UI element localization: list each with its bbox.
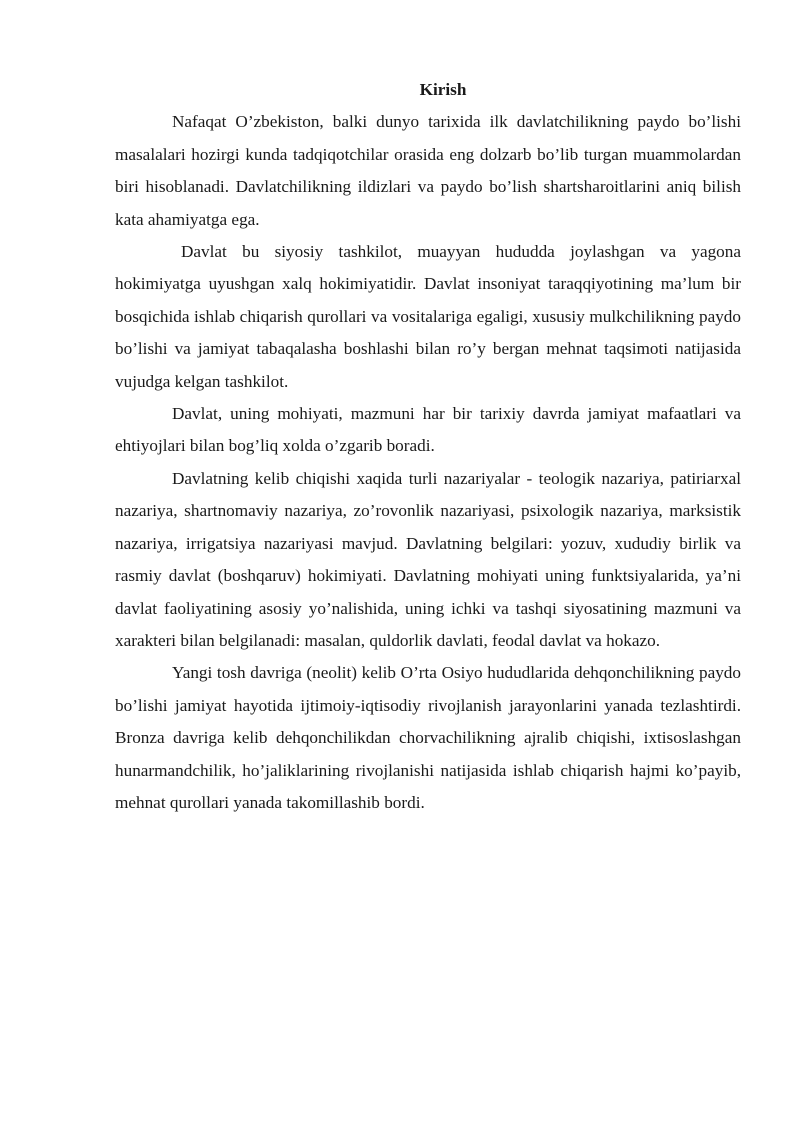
paragraph-4: Davlatning kelib chiqishi xaqida turli nazariyalar - teologik nazariya, patiriarxal nazariya, shartnomaviy nazariya, zo’rovonlik nazariyasi, psixologik nazariya, marksistik nazariya, irrigatsiya nazariyasi mavjud. Davlatning belgilari: yozuv, xududiy birlik va rasmiy davlat (boshqaruv) hokimiyati. Davlatning mohiyati uning funktsiyalarida, ya’ni davlat faoliyatining asosiy yo’nalishida, uning ichki va tashqi siyosatining mazmuni va xarakteri bilan belgilanadi: masalan, quldorlik davlati, feodal davlat va hokazo. xyxy=(115,468,741,650)
page-title: Kirish xyxy=(419,80,467,99)
paragraph-2: Davlat bu siyosiy tashkilot, muayyan hududda joylashgan va yagona hokimiyatga uyushgan xalq hokimiyatidir. Davlat insoniyat taraqqiyotining ma’lum bir bosqichida ishlab chiqarish qurollari va vositalariga egaligi, xususiy mulkchilikning paydo bo’lishi va jamiyat tabaqalasha boshlashi bilan ro’y bergan mehnat taqsimoti natijasida vujudga kelgan tashkilot. xyxy=(115,242,741,391)
paragraph-1: Nafaqat O’zbekiston, balki dunyo tarixida ilk davlatchilikning paydo bo’lishi masalalari hozirgi kunda tadqiqotchilar orasida eng dolzarb bo’lib turgan muammolardan biri hisoblanadi. Davlatchilikning ildizlari va paydo bo’lish shartsharoitlarini aniq bilish kata ahamiyatga ega. xyxy=(115,112,741,229)
paragraph-5: Yangi tosh davriga (neolit) kelib O’rta Osiyo hududlarida dehqonchilikning paydo bo’lishi jamiyat hayotida ijtimoiy-iqtisodiy rivojlanish jarayonlarini yanada tezlashtirdi. Bronza davriga kelib dehqonchilikdan chorvachilikning ajralib chiqishi, ixtisoslashgan hunarmandchilik, ho’jaliklarining rivojlanishi natijasida ishlab chiqarish hajmi ko’payib, mehnat qurollari yanada takomillashib bordi. xyxy=(115,663,741,812)
document-body xyxy=(115,74,741,819)
paragraph-3: Davlat, uning mohiyati, mazmuni har bir tarixiy davrda jamiyat mafaatlari va ehtiyojlari bilan bog’liq xolda o’zgarib boradi. xyxy=(115,404,741,456)
